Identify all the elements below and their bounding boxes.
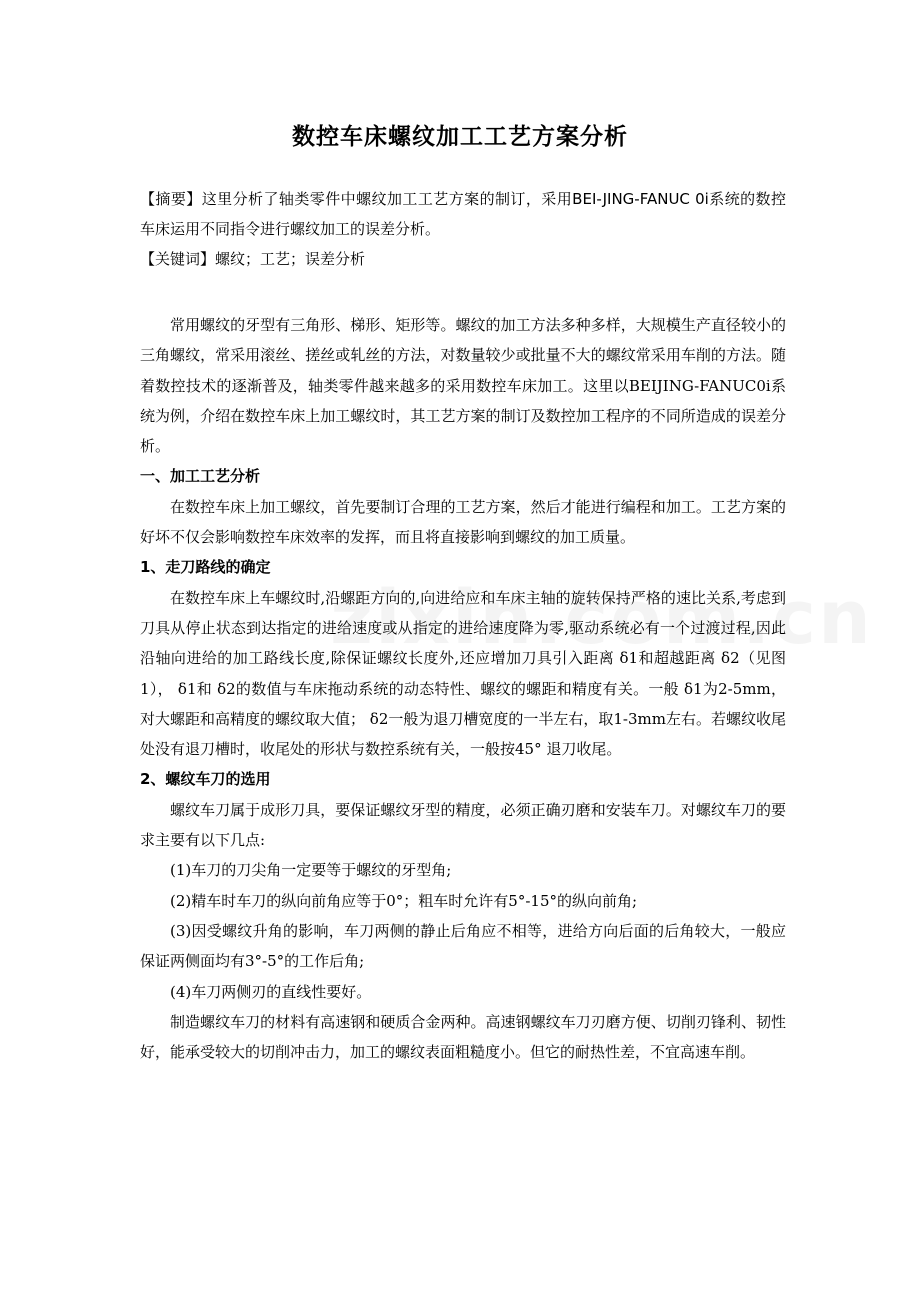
material-paragraph: 制造螺纹车刀的材料有高速钢和硬质合金两种。高速钢螺纹车刀刃磨方便、切削刃锋利、韧性好，能承受较大的切削冲击力，加工的螺纹表面粗糙度小。但它的耐热性差，不宜高速车削。 [140, 1012, 786, 1062]
section-heading: 一、加工工艺分析 [140, 467, 261, 486]
list-item: (3)因受螺纹升角的影响，车刀两侧的静止后角应不相等，进给方向后面的后角较大，一般应保证两侧面均有3°-5°的工作后角; [140, 921, 786, 971]
subsection-heading: 1、走刀路线的确定 [140, 558, 271, 577]
list-item: (2)精车时车刀的纵向前角应等于0°；粗车时允许有5°-15°的纵向前角; [170, 891, 638, 910]
document-body [140, 184, 786, 1067]
document-title: 数控车床螺纹加工工艺方案分析 [292, 124, 628, 150]
list-item: (4)车刀两侧刃的直线性要好。 [170, 982, 372, 1001]
list-item: (1)车刀的刀尖角一定要等于螺纹的牙型角; [170, 861, 452, 880]
keywords: 【关键词】螺纹；工艺；误差分析 [140, 250, 366, 268]
subsection-paragraph: 螺纹车刀属于成形刀具，要保证螺纹牙型的精度，必须正确刃磨和安装车刀。对螺纹车刀的要求主要有以下几点: [140, 800, 786, 850]
abstract: 【摘要】这里分析了轴类零件中螺纹加工工艺方案的制订，采用BEI-JING-FANUC 0i系统的数控车床运用不同指令进行螺纹加工的误差分析。 [140, 190, 786, 238]
intro-paragraph: 常用螺纹的牙型有三角形、梯形、矩形等。螺纹的加工方法多种多样，大规模生产直径较小的三角螺纹，常采用滚丝、搓丝或轧丝的方法，对数量较少或批量不大的螺纹常采用车削的方法。随着数控技术的逐渐普及，轴类零件越来越多的采用数控车床加工。这里以BEIJING-FANUC0i系统为例，介绍在数控车床上加工螺纹时，其工艺方案的制订及数控加工程序的不同所造成的误差分析。 [140, 316, 786, 456]
subsection-heading: 2、螺纹车刀的选用 [140, 770, 271, 789]
section-paragraph: 在数控车床上加工螺纹，首先要制订合理的工艺方案，然后才能进行编程和加工。工艺方案的好坏不仅会影响数控车床效率的发挥，而且将直接影响到螺纹的加工质量。 [140, 497, 786, 547]
subsection-paragraph: 在数控车床上车螺纹时,沿螺距方向的,向进给应和车床主轴的旋转保持严格的速比关系,考虑到刀具从停止状态到达指定的进给速度或从指定的进给速度降为零,驱动系统必有一个过渡过程,因此沿轴向进给的加工路线长度,除保证螺纹长度外,还应增加刀具引入距离 δ1和超越距离 δ2（见图1）， δ1和 δ2的数值与车床拖动系统的动态特性、螺纹的螺距和精度有关。一般 δ1为2-5mm，对大螺距和高精度的螺纹取大值； δ2一般为退刀槽宽度的一半左右，取1-3mm左右。若螺纹收尾处没有退刀槽时，收尾处的形状与数控系统有关，一般按45° 退刀收尾。 [140, 588, 786, 759]
